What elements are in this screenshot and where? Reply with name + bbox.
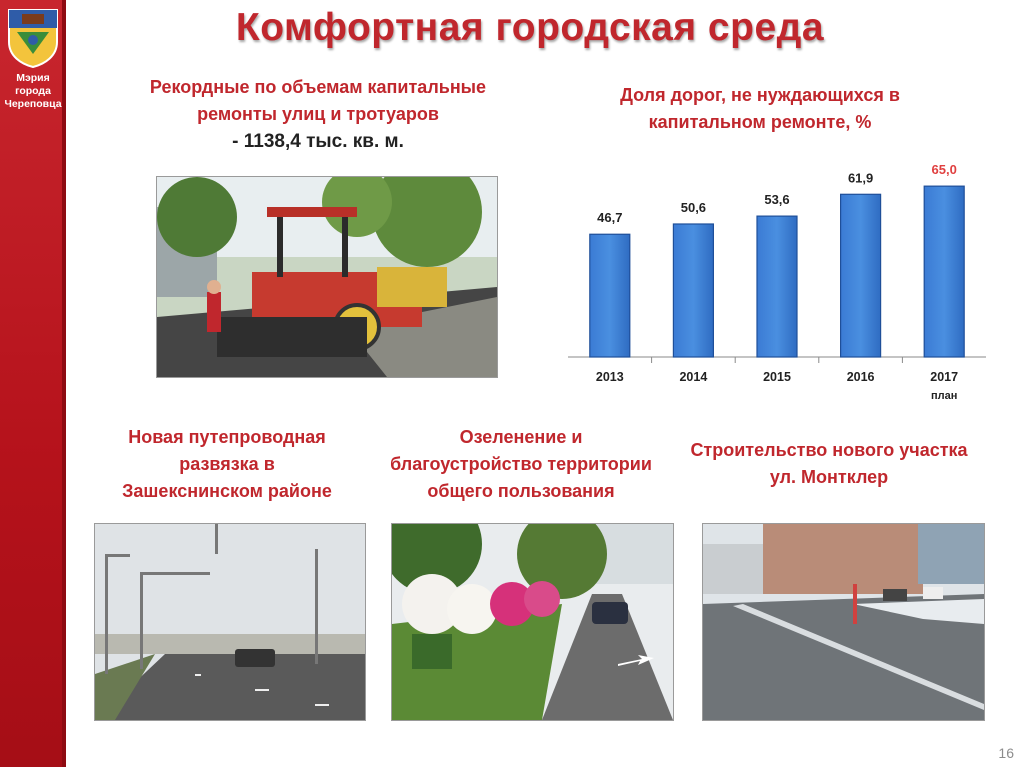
bar-2013: [590, 234, 630, 357]
street-caption-line-2: ул. Монтклер: [769, 467, 889, 487]
x-tick-label-2016: 2016: [846, 370, 875, 384]
roads-caption-line-2: ремонты улиц и тротуаров: [197, 104, 439, 124]
bar-2014: [673, 224, 713, 357]
bridge-caption-line-2: развязка в: [179, 454, 275, 474]
page-number: 16: [998, 745, 1014, 761]
x-tick-sublabel-2017: план: [930, 390, 958, 402]
data-label-2017: 65,0: [931, 162, 957, 178]
org-name: Мэрия города Череповца: [4, 72, 62, 110]
bar-2015: [757, 216, 797, 357]
bridge-caption: [96, 424, 358, 505]
bridge-caption-line-1: Новая путепроводная: [128, 427, 326, 447]
data-label-2013: 46,7: [597, 210, 623, 226]
city-crest-icon: [5, 6, 61, 68]
bar-2017: [924, 186, 964, 357]
greening-photo: [391, 523, 674, 721]
chart-caption: [580, 82, 940, 136]
data-label-2014: 50,6: [680, 199, 707, 215]
roads-caption: [120, 74, 516, 155]
x-tick-label-2015: 2015: [763, 370, 791, 384]
chart-caption-line-1: Доля дорог, не нуждающихся в: [620, 85, 900, 105]
x-tick-label-2013: 2013: [595, 370, 624, 384]
sidebar-stripe: [62, 0, 66, 767]
x-tick-label-2017: 2017: [930, 370, 959, 384]
data-label-2015: 53,6: [764, 192, 790, 208]
greening-caption-line-2: благоустройство территории: [390, 454, 652, 474]
roads-caption-figure: - 1138,4 тыс. кв. м.: [232, 131, 404, 152]
bridge-caption-line-3: Зашекснинском районе: [122, 481, 332, 501]
roads-share-bar-chart: [556, 150, 1004, 410]
x-tick-label-2014: 2014: [679, 370, 708, 384]
street-caption-line-1: Строительство нового участка: [690, 440, 968, 460]
street-caption: [676, 437, 982, 491]
roads-caption-line-1: Рекордные по объемам капитальные: [149, 77, 487, 97]
montclair-street-photo: [702, 523, 985, 721]
greening-caption: [368, 424, 674, 505]
road-paver-photo: [156, 176, 498, 378]
chart-caption-line-2: капитальном ремонте, %: [648, 112, 872, 132]
sidebar: [0, 0, 66, 767]
page-title: Комфортная городская среда: [235, 6, 825, 49]
bar-2016: [841, 194, 881, 357]
interchange-photo: [94, 523, 366, 721]
greening-caption-line-3: общего пользования: [427, 481, 615, 501]
data-label-2016: 61,9: [847, 170, 874, 186]
greening-caption-line-1: Озеленение и: [459, 427, 583, 447]
